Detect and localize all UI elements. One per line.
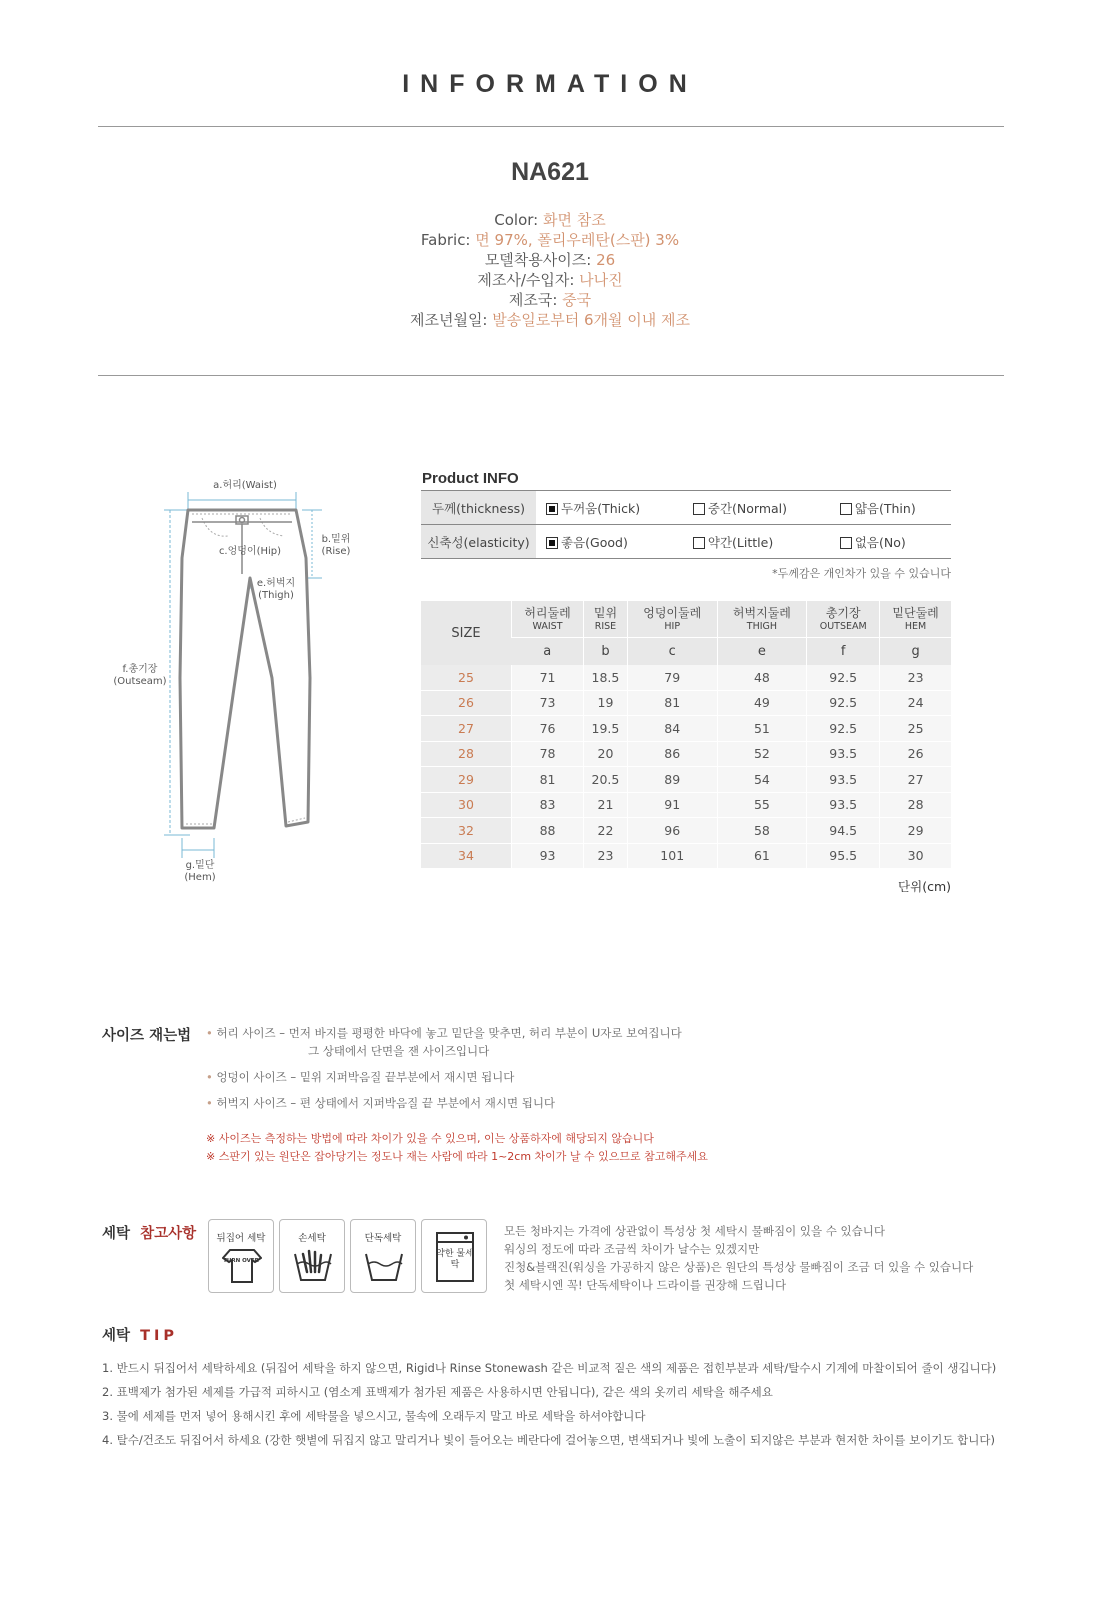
key-g: g	[880, 638, 951, 666]
measure-item-thigh: • 허벅지 사이즈 – 편 상태에서 지퍼박음질 끝 부분에서 재시면 됩니다	[206, 1096, 556, 1110]
product-details	[0, 210, 1100, 330]
col-waist: 허리둘레 WAIST	[512, 601, 584, 638]
key-b: b	[584, 638, 628, 666]
measure-item-waist: • 허리 사이즈 – 먼저 바지를 평평한 바닥에 놓고 밑단을 맞추면, 허리 부분이 U자로 보여집니다 그 상태에서 단면을 잰 사이즈입니다	[206, 1026, 682, 1058]
thickness-note: *두께감은 개인차가 있을 수 있습니다	[772, 567, 951, 580]
option-normal[interactable]: 중간(Normal)	[683, 491, 830, 525]
unit-label: 단위(cm)	[898, 879, 951, 894]
elasticity-label: 신축성(elasticity)	[421, 525, 536, 559]
option-thick[interactable]: 두꺼움(Thick)	[536, 491, 683, 525]
table-row: 28 78 20 86 52 93.5 26	[421, 741, 951, 767]
product-info-title: Product INFO	[422, 470, 519, 487]
size-table	[421, 601, 951, 869]
key-a: a	[512, 638, 584, 666]
checkbox-icon	[840, 537, 852, 549]
table-row: 34 93 23 101 61 95.5 30	[421, 843, 951, 869]
table-row: 32 88 22 96 58 94.5 29	[421, 818, 951, 844]
label-waist: a.허리(Waist)	[213, 480, 277, 491]
key-e: e	[717, 638, 807, 666]
page-title: INFORMATION	[402, 70, 698, 98]
divider	[98, 375, 1004, 376]
checkbox-checked-icon	[546, 537, 558, 549]
key-f: f	[807, 638, 880, 666]
detail-country: 제조국: 중국	[508, 291, 592, 309]
label-thigh: e.허벅지 (Thigh)	[256, 578, 296, 601]
elasticity-row	[421, 525, 951, 559]
option-thin[interactable]: 얇음(Thin)	[830, 491, 951, 525]
gentle-wash-icon: 약한 물세탁	[421, 1219, 487, 1293]
detail-color: Color: 화면 참조	[494, 211, 606, 229]
key-c: c	[627, 638, 717, 666]
list-item: 4. 탈수/건조도 뒤집어서 하세요 (강한 햇볕에 뒤집지 않고 말리거나 빛이 들어오는 베란다에 걸어놓으면, 변색되거나 빛에 노출이 되지않은 부분과 현저한 차이를 보이기도 합니다)	[102, 1433, 995, 1447]
table-row: 29 81 20.5 89 54 93.5 27	[421, 767, 951, 793]
list-item: 3. 물에 세제를 먼저 넣어 용해시킨 후에 세탁물을 넣으시고, 물속에 오래두지 말고 바로 세탁을 하셔야합니다	[102, 1409, 646, 1423]
tips-list	[102, 1356, 996, 1452]
label-outseam: f.총기장 (Outseam)	[113, 664, 167, 687]
col-thigh: 허벅지둘레 THIGH	[717, 601, 807, 638]
table-row: 27 76 19.5 84 51 92.5 25	[421, 716, 951, 742]
measure-item-hip: • 엉덩이 사이즈 – 밑위 지퍼박음질 끝부분에서 재시면 됩니다	[206, 1070, 515, 1084]
size-table-header	[421, 601, 951, 638]
divider	[98, 126, 1004, 127]
tips-title: 세탁 TIP	[102, 1328, 179, 1344]
col-outseam: 총기장 OUTSEAM	[807, 601, 880, 638]
hand-wash-icon: 손세탁	[279, 1219, 345, 1293]
detail-manufacturer: 제조사/수입자: 나나진	[477, 271, 623, 289]
checkbox-checked-icon	[546, 503, 558, 515]
detail-fabric: Fabric: 면 97%, 폴리우레탄(스판) 3%	[420, 231, 680, 249]
table-row: 25 71 18.5 79 48 92.5 23	[421, 665, 951, 690]
option-good[interactable]: 좋음(Good)	[536, 525, 683, 559]
label-hip: c.엉덩이(Hip)	[218, 546, 282, 557]
col-hip: 엉덩이둘레 HIP	[627, 601, 717, 638]
detail-model-size: 모델착용사이즈: 26	[484, 251, 616, 269]
label-rise: b.밑위 (Rise)	[321, 534, 351, 557]
detail-manufacture-date: 제조년월일: 발송일로부터 6개월 이내 제조	[409, 311, 690, 329]
checkbox-icon	[693, 503, 705, 515]
laundry-notes: 모든 청바지는 가격에 상관없이 특성상 첫 세탁시 물빠짐이 있을 수 있습니다 워싱의 정도에 따라 조금씩 차이가 날수는 있겠지만 진청&블랙진(워싱을 가공하지 않은 상품)은 원단의 특성상 물빠짐이 조금 더 있을 수 있습니다 첫 세탁시엔 꼭! 단독세탁이나 드라이를 권장해 드립니다	[504, 1224, 974, 1292]
measuring-title: 사이즈 재는법	[102, 1028, 192, 1044]
checkbox-icon	[840, 503, 852, 515]
list-item: 2. 표백제가 첨가된 세제를 가급적 피하시고 (염소계 표백제가 첨가된 제품은 사용하시면 안됩니다), 같은 색의 옷끼리 세탁을 해주세요	[102, 1385, 773, 1399]
option-little[interactable]: 약간(Little)	[683, 525, 830, 559]
measuring-warnings: ※ 사이즈는 측정하는 방법에 따라 차이가 있을 수 있으며, 이는 상품하자에 해당되지 않습니다 ※ 스판기 있는 원단은 잡아당기는 정도나 재는 사람에 따라 1~2cm 차이가 날 수 있으므로 참고해주세요	[206, 1132, 708, 1163]
product-code: NA621	[511, 158, 589, 186]
laundry-title: 세탁 참고사항	[102, 1226, 197, 1242]
checkbox-icon	[693, 537, 705, 549]
separate-wash-icon: 단독세탁	[350, 1219, 416, 1293]
product-info-table	[421, 490, 951, 559]
table-row: 30 83 21 91 55 93.5 28	[421, 792, 951, 818]
col-hem: 밑단둘레 HEM	[880, 601, 951, 638]
col-rise: 밑위 RISE	[584, 601, 628, 638]
thickness-label: 두께(thickness)	[421, 491, 536, 525]
thickness-row	[421, 491, 951, 525]
option-no[interactable]: 없음(No)	[830, 525, 951, 559]
table-row: 26 73 19 81 49 92.5 24	[421, 690, 951, 716]
list-item: 1. 반드시 뒤집어서 세탁하세요 (뒤집어 세탁을 하지 않으면, Rigid나 Rinse Stonewash 같은 비교적 짙은 색의 제품은 접힌부분과 세탁/탈수시 기계에 마찰이되어 줄이 생깁니다)	[102, 1361, 997, 1375]
size-header: SIZE	[421, 601, 512, 665]
turn-over-wash-icon: 뒤집어 세탁 TURN OVER	[208, 1219, 274, 1293]
label-hem: g.밑단 (Hem)	[184, 860, 216, 883]
